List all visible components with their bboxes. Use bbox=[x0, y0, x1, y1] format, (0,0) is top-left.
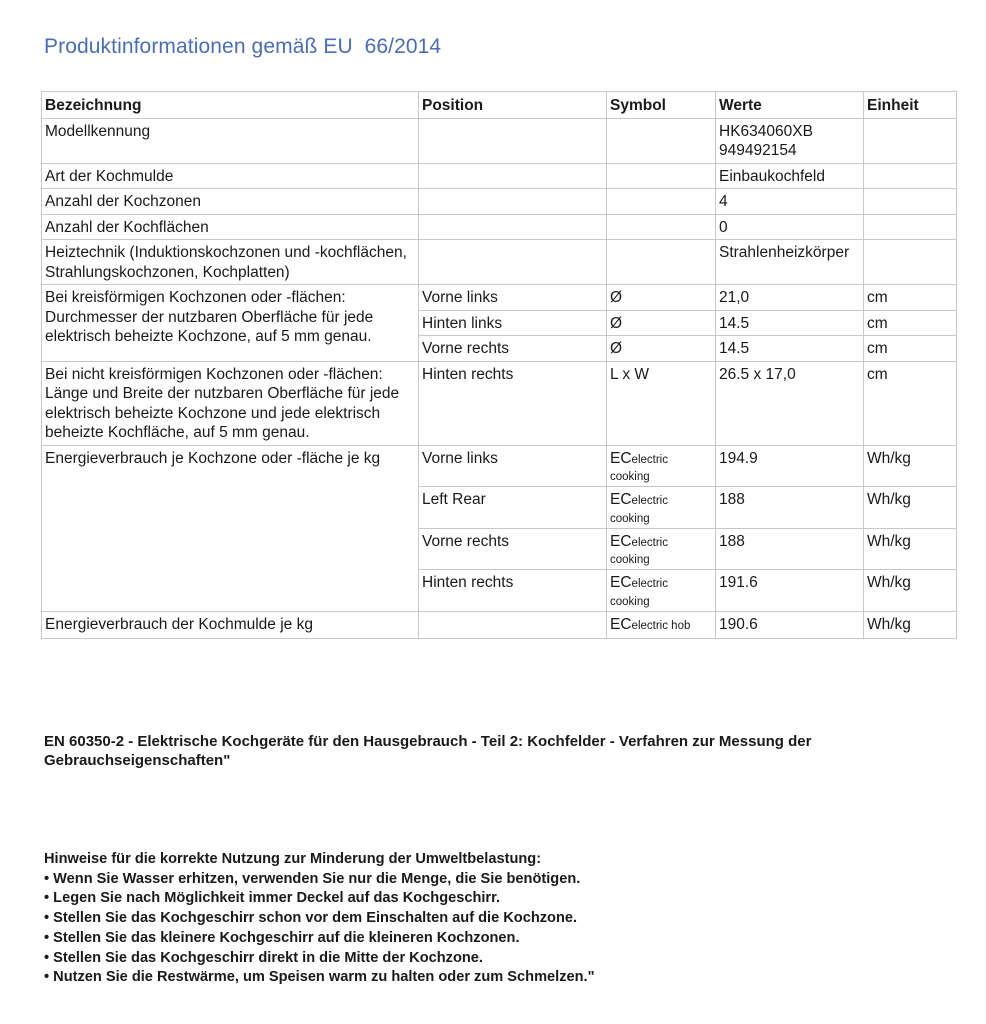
table-header-row bbox=[42, 92, 957, 119]
nonround-value: 26.5 x 17,0 bbox=[716, 361, 864, 445]
round-value: 21,0 bbox=[716, 285, 864, 311]
ec-main: EC bbox=[610, 449, 632, 467]
header-einheit: Einheit bbox=[864, 92, 957, 119]
ec-main: EC bbox=[610, 615, 632, 633]
ec-main: EC bbox=[610, 574, 632, 591]
table-row bbox=[42, 445, 957, 487]
ec-main: EC bbox=[610, 491, 632, 508]
round-symbol: Ø bbox=[607, 336, 716, 362]
ec-sub: electric hob bbox=[631, 619, 691, 632]
type-label: Art der Kochmulde bbox=[42, 163, 419, 189]
list-item: • Nutzen Sie die Restwärme, um Speisen warm zu halten oder zum Schmelzen." bbox=[44, 969, 595, 986]
table-row bbox=[42, 611, 957, 639]
header-werte: Werte bbox=[716, 92, 864, 119]
table-row bbox=[42, 118, 957, 163]
energy-value: 188 bbox=[716, 487, 864, 529]
ec-sub2: cooking bbox=[610, 554, 650, 566]
heating-label: Heiztechnik (Induktionskochzonen und -kochflächen, Strahlungskochzonen, Kochplatten) bbox=[42, 240, 419, 285]
header-bezeichnung: Bezeichnung bbox=[42, 92, 419, 119]
energy-position: Hinten rechts bbox=[419, 570, 607, 612]
table-row bbox=[42, 163, 957, 189]
energy-unit: Wh/kg bbox=[864, 445, 957, 487]
ec-sub2: cooking bbox=[610, 595, 650, 608]
ec-sub: electric bbox=[631, 453, 668, 466]
nonround-position: Hinten rechts bbox=[419, 361, 607, 445]
energy-hob-value: 190.6 bbox=[716, 611, 864, 639]
energy-value: 194.9 bbox=[716, 445, 864, 487]
energy-value: 191.6 bbox=[716, 570, 864, 612]
energy-symbol bbox=[607, 487, 716, 529]
list-item: • Legen Sie nach Möglichkeit immer Deckel auf das Kochgeschirr. bbox=[44, 890, 501, 907]
list-item: • Stellen Sie das Kochgeschirr direkt in die Mitte der Kochzone. bbox=[44, 949, 483, 966]
round-unit: cm bbox=[864, 336, 957, 362]
model-number: 949492154 bbox=[719, 142, 797, 159]
type-value: Einbaukochfeld bbox=[716, 163, 864, 189]
round-position: Hinten links bbox=[419, 310, 607, 336]
nonround-label: Bei nicht kreisförmigen Kochzonen oder -flächen: Länge und Breite der nutzbaren Oberfläche für jede elektrisch beheizte Kochzone und jede elektrisch beheizte Kochfläche, auf 5 mm genau. bbox=[42, 361, 419, 445]
product-info-table bbox=[41, 91, 957, 639]
round-symbol: Ø bbox=[607, 310, 716, 336]
energy-hob-label: Energieverbrauch der Kochmulde je kg bbox=[42, 611, 419, 639]
areas-label: Anzahl der Kochflächen bbox=[42, 214, 419, 240]
energy-position: Vorne links bbox=[419, 445, 607, 487]
energy-symbol bbox=[607, 445, 716, 487]
round-label: Bei kreisförmigen Kochzonen oder -flächen: Durchmesser der nutzbaren Oberfläche für jede elektrisch beheizte Kochzone, auf 5 mm genau. bbox=[42, 285, 419, 362]
heating-value: Strahlenheizkörper bbox=[716, 240, 864, 285]
page-title: Produktinformationen gemäß EU 66/2014 bbox=[44, 35, 442, 58]
model-value bbox=[716, 118, 864, 163]
energy-zone-label: Energieverbrauch je Kochzone oder -fläche je kg bbox=[42, 445, 419, 611]
table-row bbox=[42, 285, 957, 311]
ec-sub: electric bbox=[631, 536, 668, 549]
model-label: Modellkennung bbox=[42, 118, 419, 163]
round-value: 14.5 bbox=[716, 336, 864, 362]
usage-notes bbox=[44, 850, 959, 988]
energy-symbol bbox=[607, 570, 716, 612]
nonround-unit: cm bbox=[864, 361, 957, 445]
energy-hob-symbol bbox=[607, 611, 716, 639]
round-symbol: Ø bbox=[607, 285, 716, 311]
list-item: • Wenn Sie Wasser erhitzen, verwenden Sie nur die Menge, die Sie benötigen. bbox=[44, 870, 581, 887]
table-row bbox=[42, 240, 957, 285]
round-value: 14.5 bbox=[716, 310, 864, 336]
list-item: • Stellen Sie das kleinere Kochgeschirr auf die kleineren Kochzonen. bbox=[44, 929, 520, 946]
header-symbol: Symbol bbox=[607, 92, 716, 119]
energy-unit: Wh/kg bbox=[864, 487, 957, 529]
energy-position: Vorne rechts bbox=[419, 528, 607, 570]
zones-label: Anzahl der Kochzonen bbox=[42, 189, 419, 215]
standard-reference: EN 60350-2 - Elektrische Kochgeräte für den Hausgebrauch - Teil 2: Kochfelder - Verfahren zur Messung der Gebrauchseigenschaften" bbox=[44, 733, 812, 769]
table-row bbox=[42, 361, 957, 445]
round-position: Vorne links bbox=[419, 285, 607, 311]
table-row bbox=[42, 189, 957, 215]
energy-position: Left Rear bbox=[419, 487, 607, 529]
nonround-symbol: L x W bbox=[607, 361, 716, 445]
energy-unit: Wh/kg bbox=[864, 570, 957, 612]
ec-sub: electric bbox=[631, 578, 668, 590]
zones-value: 4 bbox=[716, 189, 864, 215]
energy-unit: Wh/kg bbox=[864, 528, 957, 570]
notes-heading: Hinweise für die korrekte Nutzung zur Minderung der Umweltbelastung: bbox=[44, 851, 542, 867]
round-position: Vorne rechts bbox=[419, 336, 607, 362]
areas-value: 0 bbox=[716, 214, 864, 240]
ec-sub: electric bbox=[631, 495, 668, 507]
ec-sub2: cooking bbox=[610, 471, 650, 483]
energy-hob-unit: Wh/kg bbox=[864, 611, 957, 639]
list-item: • Stellen Sie das Kochgeschirr schon vor dem Einschalten auf die Kochzone. bbox=[44, 910, 578, 927]
ec-sub2: cooking bbox=[610, 512, 650, 525]
table-row bbox=[42, 214, 957, 240]
energy-value: 188 bbox=[716, 528, 864, 570]
energy-symbol bbox=[607, 528, 716, 570]
ec-main: EC bbox=[610, 532, 632, 550]
model-id: HK634060XB bbox=[719, 122, 813, 140]
round-unit: cm bbox=[864, 285, 957, 311]
round-unit: cm bbox=[864, 310, 957, 336]
header-position: Position bbox=[419, 92, 607, 119]
